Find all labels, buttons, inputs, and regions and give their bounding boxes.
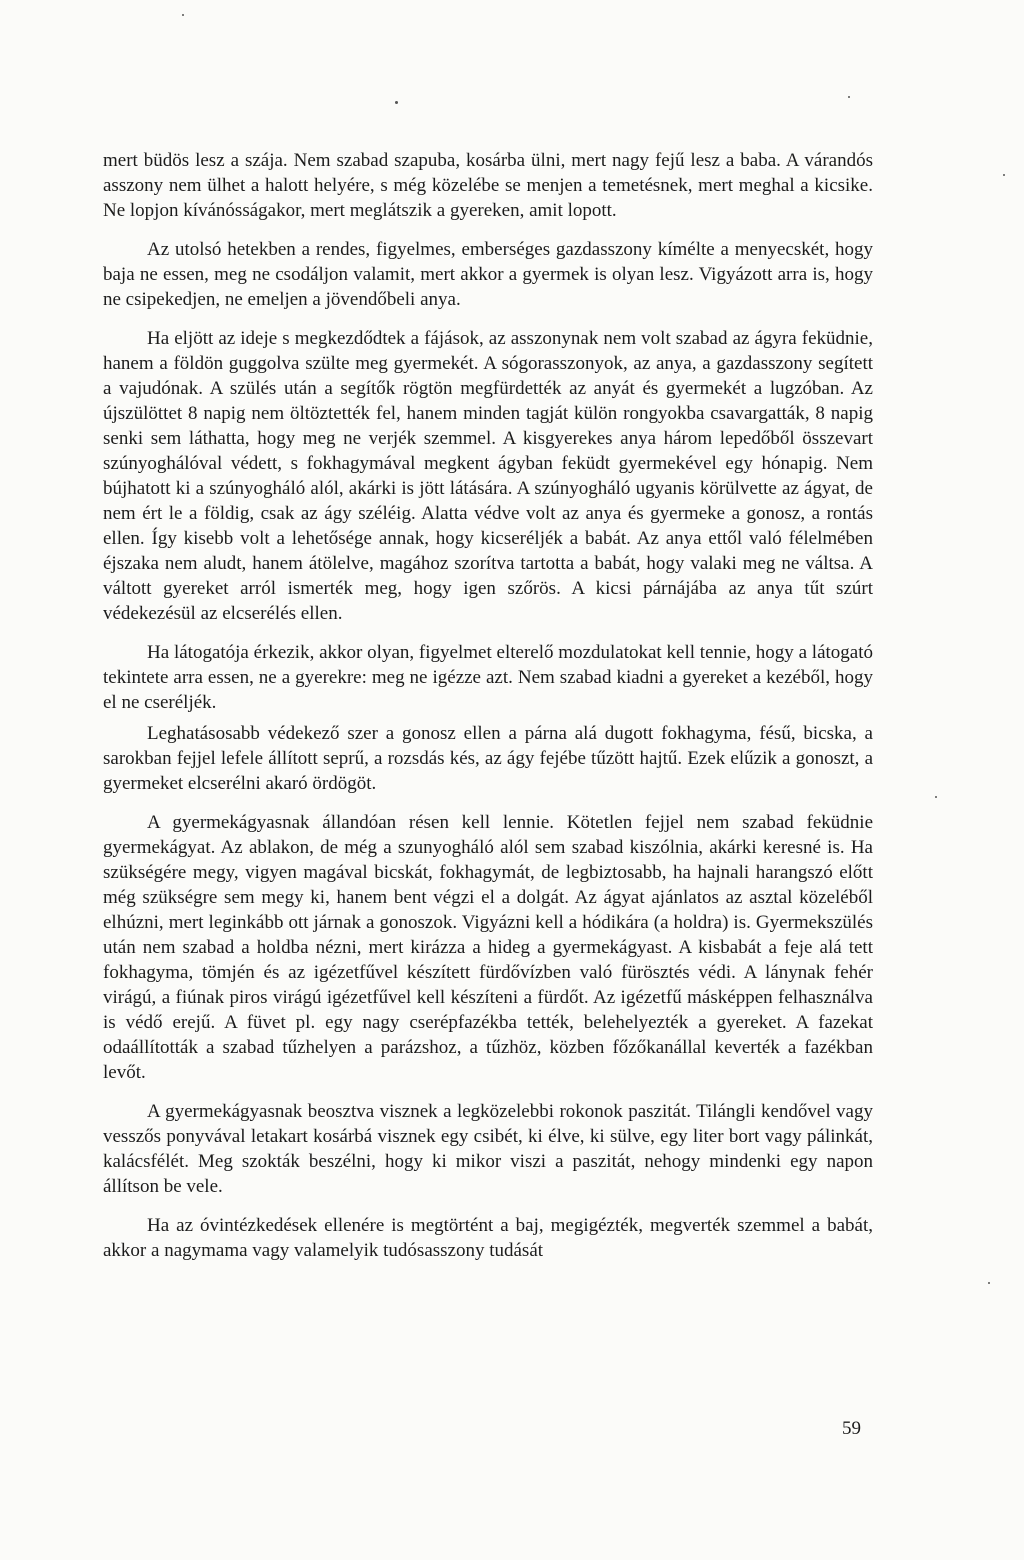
paragraph: Ha látogatója érkezik, akkor olyan, figyelmet elterelő mozdulatokat kell tennie, hogy a látogató tekintete arra essen, ne a gyerekre: meg ne igézze azt. Nem szabad kiadni a gyereket a kezéből, hogy el ne cseréljék. <box>103 642 873 713</box>
scan-speck <box>848 96 850 98</box>
paragraph: A gyermekágyasnak beosztva visznek a legközelebbi rokonok paszitát. Tilángli kendővel vagy vesszős ponyvával letakart kosárbá visznek egy csibét, ki élve, ki sülve, egy liter bort vagy pálinkát, kalácsfélét. Meg szokták beszélni, hogy ki mikor viszi a paszitát, nehogy mindenki egy napon állítson be vele. <box>103 1101 873 1197</box>
paragraph: Ha az óvintézkedések ellenére is megtörtént a baj, megigézték, megverték szemmel a babát, akkor a nagymama vagy valamelyik tudósasszony tudását <box>103 1215 873 1261</box>
scan-speck <box>1003 174 1005 176</box>
scan-speck <box>935 796 937 798</box>
scan-speck <box>988 1282 990 1284</box>
paragraph: Az utolsó hetekben a rendes, figyelmes, emberséges gazdasszony kímélte a menyecskét, hogy baja ne essen, meg ne csodáljon valamit, mert akkor a gyermek is olyan lesz. Vigyázott arra is, hogy ne csipekedjen, ne emeljen a jövendőbeli anya. <box>103 239 873 310</box>
paragraph: A gyermekágyasnak állandóan résen kell lennie. Kötetlen fejjel nem szabad feküdnie gyermekágyat. Az ablakon, de még a szunyogháló alól sem szabad kiszólnia, akárki keresné is. Ha szükségére megy, vigyen magával bicskát, fokhagymát, de legbiztosabb, ha hajnali harangszó előtt még szükségre sem megy ki, hanem bent végzi el a dolgát. Az ágyat ajánlatos az asztal közeléből elhúzni, mert leginkább ott járnak a gonoszok. Vigyázni kell a hódikára (a holdra) is. Gyermekszülés után nem szabad a holdba nézni, mert kirázza a hideg a gyermekágyast. A kisbabát a feje alá tett fokhagyma, tömjén és az igézetfűvel készített fürdővízben való fürösztés védi. A lánynak fehér virágú, a fiúnak piros virágú igézetfűvel kell készíteni a fürdőt. Az igézetfű másképpen felhasználva is védő erejű. A füvet pl. egy nagy cserépfazékba tették, belehelyezték a gyereket. A fazekat odaállították a szabad tűzhelyen a parázshoz, a tűzhöz, közben főzőkanállal keverték a fazékban levőt. <box>103 812 873 1083</box>
page-body <box>103 148 873 1277</box>
paragraph: Ha eljött az ideje s megkezdődtek a fájások, az asszonynak nem volt szabad az ágyra feküdnie, hanem a földön guggolva szülte meg gyermekét. A sógorasszonyok, az anya, a gazdasszony segített a vajudónak. A szülés után a segítők rögtön megfürdették az anyát és gyermekét a lugzóban. Az újszülöttet 8 napig nem öltöztették fel, hanem minden tagját külön rongyokba csavargatták, 8 napig senki sem láthatta, hogy meg ne verjék szemmel. A kisgyerekes anya három lepedőből összevart szúnyoghálóval védett, s fokhagymával megkent ágyban feküdt gyermekével egy hónapig. Nem bújhatott ki a szúnyogháló alól, akárki is jött látására. A szúnyogháló ugyanis körülvette az ágyat, de nem ért le a földig, csak az ágy széléig. Alatta védve volt az anya és gyermeke a gonosz, a rontás ellen. Így kisebb volt a lehetősége annak, hogy kicseréljék a babát. Az anya ettől való félelmében éjszaka nem aludt, hanem átölelve, magához szorítva tartotta a babát, hogy valaki meg ne váltsa. A váltott gyereket arról ismerték meg, hogy igen szőrös. A kicsi párnájába az anya tűt szúrt védekezésül az elcserélés ellen. <box>103 328 873 624</box>
scan-speck <box>182 14 184 16</box>
page-number: 59 <box>842 1418 861 1439</box>
scan-speck <box>395 101 398 104</box>
paragraph: Leghatásosabb védekező szer a gonosz ellen a párna alá dugott fokhagyma, fésű, bicska, a sarokban fejjel lefele állított seprű, a rozsdás kés, az ágy fejébe tűzött hajtű. Ezek elűzik a gonoszt, a gyermeket elcserélni akaró ördögöt. <box>103 723 873 794</box>
paragraph: mert büdös lesz a szája. Nem szabad szapuba, kosárba ülni, mert nagy fejű lesz a baba. A várandós asszony nem ülhet a halott helyére, s még közelébe se menjen a temetésnek, mert meghal a kicsike. Ne lopjon kívánósságakor, mert meglátszik a gyereken, amit lopott. <box>103 150 873 221</box>
